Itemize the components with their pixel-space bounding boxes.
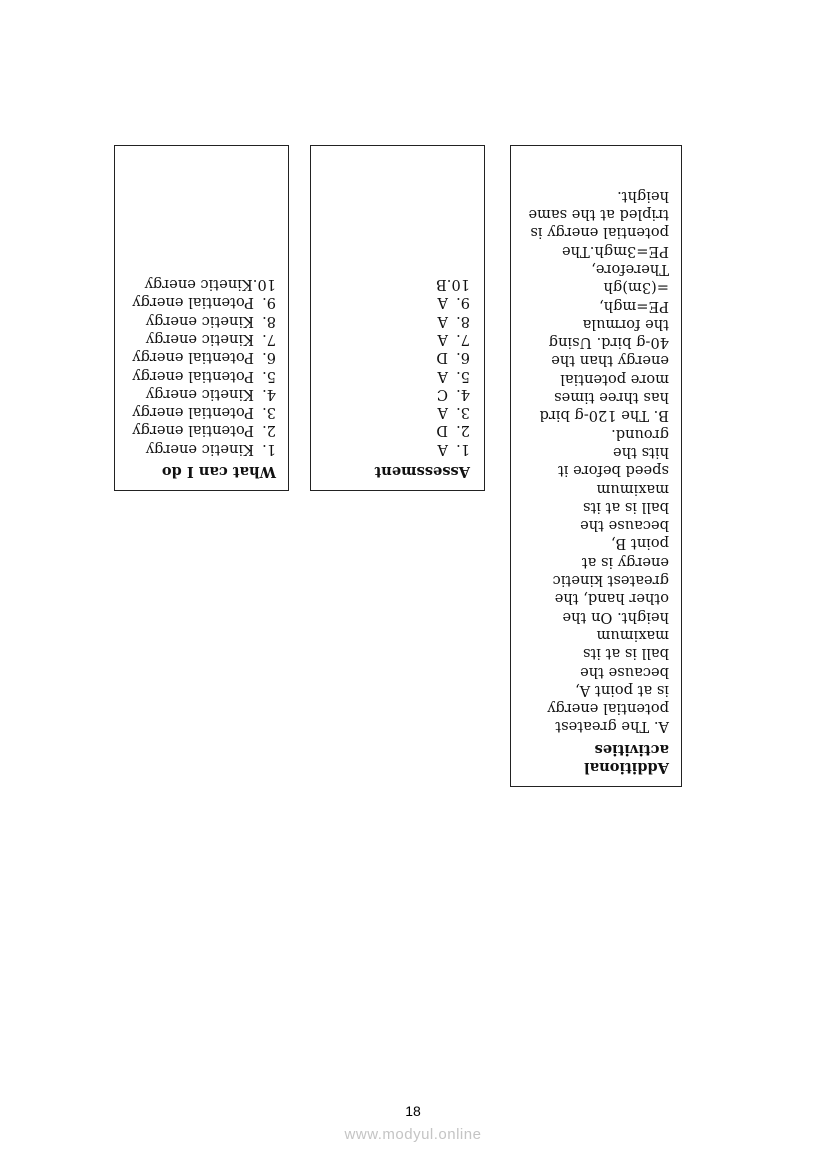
watermark: www.modyul.online — [344, 1126, 482, 1143]
what-can-i-do-heading: What can I do — [161, 463, 276, 480]
list-item: 3. Potential energy — [132, 404, 276, 422]
list-item: 9. Potential energy — [132, 294, 276, 312]
list-item: 8. A — [437, 312, 470, 330]
additional-activities-box — [510, 145, 682, 787]
list-item: 10. Kinetic energy — [144, 276, 276, 294]
heading-line: activities — [594, 740, 669, 758]
assessment-list — [323, 275, 470, 458]
assessment-box — [310, 145, 485, 491]
list-item: 10. B — [436, 276, 470, 294]
list-item: 2. Potential energy — [132, 422, 276, 440]
list-item: 3. A — [437, 404, 470, 422]
answer-a-paragraph: A. The greatest potential energy is at point A, because the ball is at its maximum height. On the other hand, the greatest kinetic energy is at point B, because the ball is at its maximum speed before it hits the ground. — [547, 425, 669, 736]
list-item: 2. D — [436, 422, 470, 440]
list-item: 6. D — [436, 349, 470, 367]
page-number: 18 — [405, 1103, 421, 1119]
what-can-i-do-box — [114, 145, 289, 491]
list-item: 5. Potential energy — [132, 367, 276, 385]
list-item: 1. A — [437, 440, 470, 458]
what-can-i-do-list — [127, 275, 276, 458]
list-item: 1. Kinetic energy — [145, 440, 276, 458]
list-item: 6. Potential energy — [132, 349, 276, 367]
list-item: 9. A — [437, 294, 470, 312]
additional-activities-heading — [523, 739, 669, 776]
assessment-heading: Assessment — [374, 463, 470, 480]
answer-b-paragraph: B. The 120-g bird has three times more potential energy than the 40-g bird. Using the formula PE=mgh, =(3m)gh Therefore, PE=3mgh.The potential energy is tripled at the same height. — [528, 187, 669, 425]
heading-line: Additional — [584, 759, 669, 776]
list-item: 4. Kinetic energy — [145, 385, 276, 403]
list-item: 8. Kinetic energy — [145, 312, 276, 330]
list-item: 4. C — [436, 385, 470, 403]
list-item: 7. Kinetic energy — [145, 330, 276, 348]
list-item: 5. A — [437, 367, 470, 385]
list-item: 7. A — [437, 330, 470, 348]
